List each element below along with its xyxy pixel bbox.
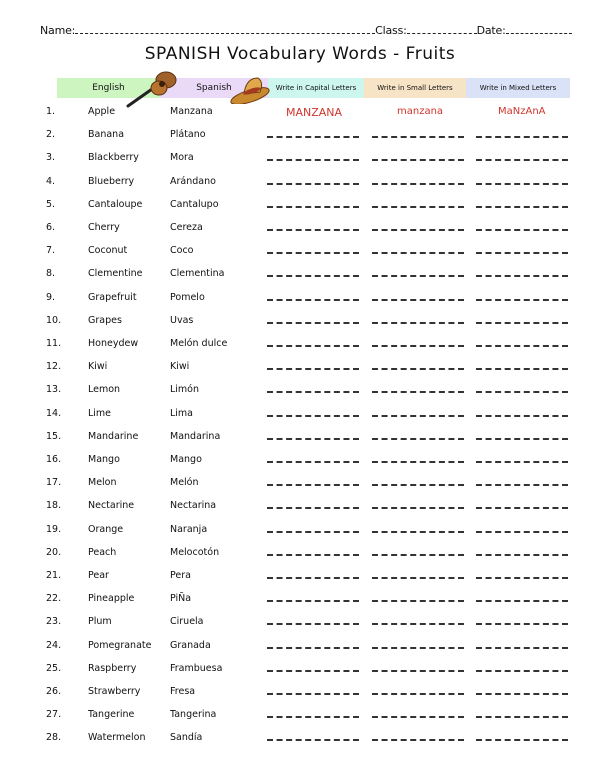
row-number: 6. <box>46 222 56 233</box>
capital-letters-blank[interactable] <box>267 554 359 556</box>
list-item <box>0 292 600 312</box>
small-letters-blank[interactable] <box>372 693 464 695</box>
small-letters-blank[interactable] <box>372 136 464 138</box>
capital-letters-blank[interactable] <box>267 484 359 486</box>
mixed-letters-blank[interactable] <box>476 693 568 695</box>
english-word: Kiwi <box>88 361 108 373</box>
english-word: Lemon <box>88 384 121 396</box>
row-number: 22. <box>46 593 62 605</box>
example-capital: MANZANA <box>286 106 343 119</box>
mixed-letters-blank[interactable] <box>476 206 568 208</box>
spanish-word: Limón <box>170 384 200 396</box>
capital-letters-blank[interactable] <box>267 368 359 370</box>
small-letters-blank[interactable] <box>372 484 464 486</box>
capital-letters-blank[interactable] <box>267 647 359 649</box>
list-item <box>0 338 600 358</box>
spanish-word: Clementina <box>170 268 225 280</box>
spanish-word: Sandía <box>170 732 203 744</box>
mixed-letters-blank[interactable] <box>476 600 568 602</box>
list-item <box>0 500 600 520</box>
english-word: Coconut <box>88 245 128 257</box>
column-header-english: English <box>57 78 160 98</box>
row-number: 28. <box>46 732 62 744</box>
list-item <box>0 524 600 544</box>
name-label: Name: <box>40 24 76 37</box>
spanish-word: Naranja <box>170 523 208 535</box>
english-word: Apple <box>88 106 116 117</box>
spanish-word: Coco <box>170 245 194 257</box>
list-item <box>0 222 600 242</box>
english-word: Clementine <box>88 268 143 280</box>
mixed-letters-blank[interactable] <box>476 252 568 254</box>
mixed-letters-blank[interactable] <box>476 391 568 393</box>
small-letters-blank[interactable] <box>372 368 464 370</box>
capital-letters-blank[interactable] <box>267 461 359 463</box>
capital-letters-blank[interactable] <box>267 577 359 579</box>
capital-letters-blank[interactable] <box>267 739 359 741</box>
row-number: 23. <box>46 616 62 628</box>
small-letters-blank[interactable] <box>372 206 464 208</box>
row-number: 10. <box>46 314 62 326</box>
small-letters-blank[interactable] <box>372 229 464 231</box>
spanish-word: Plátano <box>170 129 206 141</box>
name-field[interactable] <box>75 24 375 34</box>
mixed-letters-blank[interactable] <box>476 577 568 579</box>
small-letters-blank[interactable] <box>372 670 464 672</box>
mixed-letters-blank[interactable] <box>476 299 568 301</box>
row-number: 27. <box>46 709 62 721</box>
list-item <box>0 431 600 451</box>
small-letters-blank[interactable] <box>372 438 464 440</box>
english-word: Watermelon <box>88 732 146 744</box>
list-item <box>0 152 600 172</box>
spanish-word: Manzana <box>170 106 213 117</box>
small-letters-blank[interactable] <box>372 577 464 579</box>
list-item <box>0 129 600 149</box>
list-item <box>0 315 600 335</box>
small-letters-blank[interactable] <box>372 739 464 741</box>
list-item <box>0 454 600 474</box>
row-number: 5. <box>46 198 56 210</box>
english-word: Cantaloupe <box>88 198 143 210</box>
small-letters-blank[interactable] <box>372 623 464 625</box>
row-number: 20. <box>46 546 62 558</box>
mixed-letters-blank[interactable] <box>476 159 568 161</box>
row-number: 14. <box>46 407 62 419</box>
column-header-small: Write in Small Letters <box>364 78 466 98</box>
english-word: Banana <box>88 129 125 141</box>
spanish-word: PiÑa <box>170 593 192 605</box>
english-word: Melon <box>88 477 117 489</box>
list-item <box>0 245 600 265</box>
spanish-word: Ciruela <box>170 616 204 628</box>
small-letters-blank[interactable] <box>372 252 464 254</box>
page-title: SPANISH Vocabulary Words - Fruits <box>144 44 456 64</box>
small-letters-blank[interactable] <box>372 322 464 324</box>
list-item <box>0 408 600 428</box>
mixed-letters-blank[interactable] <box>476 275 568 277</box>
english-word: Grapefruit <box>88 291 137 303</box>
english-word: Honeydew <box>88 338 139 349</box>
english-word: Mango <box>88 454 120 465</box>
english-word: Pineapple <box>88 593 135 605</box>
row-number: 4. <box>46 175 56 187</box>
capital-letters-blank[interactable] <box>267 531 359 533</box>
capital-letters-blank[interactable] <box>267 322 359 324</box>
spanish-word: Melón dulce <box>170 338 228 349</box>
small-letters-blank[interactable] <box>372 716 464 718</box>
sombrero-icon <box>228 72 274 104</box>
row-number: 17. <box>46 477 62 489</box>
guitar-icon <box>122 68 182 110</box>
capital-letters-blank[interactable] <box>267 275 359 277</box>
capital-letters-blank[interactable] <box>267 507 359 509</box>
class-label: Class: <box>375 24 407 37</box>
small-letters-blank[interactable] <box>372 415 464 417</box>
english-word: Tangerine <box>88 709 135 721</box>
english-word: Mandarine <box>88 430 139 442</box>
date-field[interactable] <box>506 24 572 34</box>
mixed-letters-blank[interactable] <box>476 716 568 718</box>
row-number: 18. <box>46 500 62 512</box>
mixed-letters-blank[interactable] <box>476 461 568 463</box>
english-word: Orange <box>88 523 124 535</box>
spanish-word: Pera <box>170 570 191 581</box>
column-header-spanish: Spanish <box>160 78 268 98</box>
column-header-mixed: Write in Mixed Letters <box>466 78 570 98</box>
english-word: Pomegranate <box>88 639 152 651</box>
mixed-letters-blank[interactable] <box>476 322 568 324</box>
spanish-word: Mango <box>170 454 202 465</box>
mixed-letters-blank[interactable] <box>476 368 568 370</box>
capital-letters-blank[interactable] <box>267 693 359 695</box>
capital-letters-blank[interactable] <box>267 229 359 231</box>
example-mixed: MaNzAnA <box>498 106 546 117</box>
spanish-word: Mandarina <box>170 430 221 442</box>
english-word: Nectarine <box>88 500 135 512</box>
capital-letters-blank[interactable] <box>267 252 359 254</box>
spanish-word: Cereza <box>170 222 203 233</box>
list-item <box>0 176 600 196</box>
row-number: 15. <box>46 430 62 442</box>
list-item <box>0 268 600 288</box>
english-word: Pear <box>88 570 109 581</box>
spanish-word: Pomelo <box>170 291 205 303</box>
row-number: 24. <box>46 639 62 651</box>
date-label: Date: <box>476 24 506 37</box>
row-number: 12. <box>46 361 62 373</box>
capital-letters-blank[interactable] <box>267 415 359 417</box>
list-item <box>0 547 600 567</box>
row-number: 13. <box>46 384 62 396</box>
list-item <box>0 663 600 683</box>
english-word: Grapes <box>88 314 122 326</box>
spanish-word: Melón <box>170 477 199 489</box>
spanish-word: Fresa <box>170 686 196 697</box>
spanish-word: Lima <box>170 407 194 419</box>
capital-letters-blank[interactable] <box>267 623 359 625</box>
mixed-letters-blank[interactable] <box>476 415 568 417</box>
list-item <box>0 686 600 706</box>
spanish-word: Mora <box>170 152 194 164</box>
mixed-letters-blank[interactable] <box>476 647 568 649</box>
row-number: 9. <box>46 291 56 303</box>
list-item <box>0 593 600 613</box>
capital-letters-blank[interactable] <box>267 345 359 347</box>
capital-letters-blank[interactable] <box>267 299 359 301</box>
small-letters-blank[interactable] <box>372 299 464 301</box>
list-item <box>0 199 600 219</box>
small-letters-blank[interactable] <box>372 275 464 277</box>
row-number: 3. <box>46 152 56 164</box>
spanish-word: Nectarina <box>170 500 217 512</box>
list-item <box>0 477 600 497</box>
mixed-letters-blank[interactable] <box>476 345 568 347</box>
spanish-word: Arándano <box>170 175 216 187</box>
spanish-word: Kiwi <box>170 361 190 373</box>
capital-letters-blank[interactable] <box>267 391 359 393</box>
list-item <box>0 570 600 590</box>
list-item <box>0 616 600 636</box>
mixed-letters-blank[interactable] <box>476 136 568 138</box>
row-number: 8. <box>46 268 56 280</box>
small-letters-blank[interactable] <box>372 391 464 393</box>
capital-letters-blank[interactable] <box>267 136 359 138</box>
english-word: Plum <box>88 616 112 628</box>
small-letters-blank[interactable] <box>372 647 464 649</box>
english-word: Raspberry <box>88 662 137 674</box>
capital-letters-blank[interactable] <box>267 600 359 602</box>
capital-letters-blank[interactable] <box>267 206 359 208</box>
class-field[interactable] <box>407 24 477 34</box>
row-number: 16. <box>46 454 62 465</box>
small-letters-blank[interactable] <box>372 183 464 185</box>
capital-letters-blank[interactable] <box>267 183 359 185</box>
english-word: Lime <box>88 407 112 419</box>
example-small: manzana <box>397 106 444 117</box>
spanish-word: Melocotón <box>170 546 220 558</box>
english-word: Peach <box>88 546 117 558</box>
small-letters-blank[interactable] <box>372 531 464 533</box>
mixed-letters-blank[interactable] <box>476 623 568 625</box>
row-number: 21. <box>46 570 62 581</box>
capital-letters-blank[interactable] <box>267 716 359 718</box>
small-letters-blank[interactable] <box>372 554 464 556</box>
mixed-letters-blank[interactable] <box>476 507 568 509</box>
spanish-word: Cantalupo <box>170 198 219 210</box>
row-number: 1. <box>46 106 56 117</box>
row-number: 26. <box>46 686 62 697</box>
row-number: 7. <box>46 245 56 257</box>
mixed-letters-blank[interactable] <box>476 183 568 185</box>
row-number: 2. <box>46 129 56 141</box>
column-header-capital: Write in Capital Letters <box>268 78 364 98</box>
list-item <box>0 384 600 404</box>
list-item <box>0 640 600 660</box>
list-item <box>0 361 600 381</box>
capital-letters-blank[interactable] <box>267 159 359 161</box>
list-item <box>0 732 600 752</box>
spanish-word: Frambuesa <box>170 662 223 674</box>
english-word: Cherry <box>88 222 120 233</box>
list-item <box>0 106 600 126</box>
capital-letters-blank[interactable] <box>267 438 359 440</box>
spanish-word: Tangerina <box>170 709 217 721</box>
mixed-letters-blank[interactable] <box>476 670 568 672</box>
mixed-letters-blank[interactable] <box>476 739 568 741</box>
english-word: Strawberry <box>88 686 141 697</box>
english-word: Blackberry <box>88 152 139 164</box>
mixed-letters-blank[interactable] <box>476 554 568 556</box>
mixed-letters-blank[interactable] <box>476 484 568 486</box>
english-word: Blueberry <box>88 175 135 187</box>
mixed-letters-blank[interactable] <box>476 438 568 440</box>
spanish-word: Granada <box>170 639 211 651</box>
small-letters-blank[interactable] <box>372 507 464 509</box>
list-item <box>0 709 600 729</box>
row-number: 11. <box>46 338 62 349</box>
mixed-letters-blank[interactable] <box>476 531 568 533</box>
small-letters-blank[interactable] <box>372 600 464 602</box>
small-letters-blank[interactable] <box>372 345 464 347</box>
row-number: 25. <box>46 662 62 674</box>
capital-letters-blank[interactable] <box>267 670 359 672</box>
small-letters-blank[interactable] <box>372 159 464 161</box>
small-letters-blank[interactable] <box>372 461 464 463</box>
spanish-word: Uvas <box>170 314 194 326</box>
mixed-letters-blank[interactable] <box>476 229 568 231</box>
row-number: 19. <box>46 523 62 535</box>
student-info-line <box>40 24 570 37</box>
